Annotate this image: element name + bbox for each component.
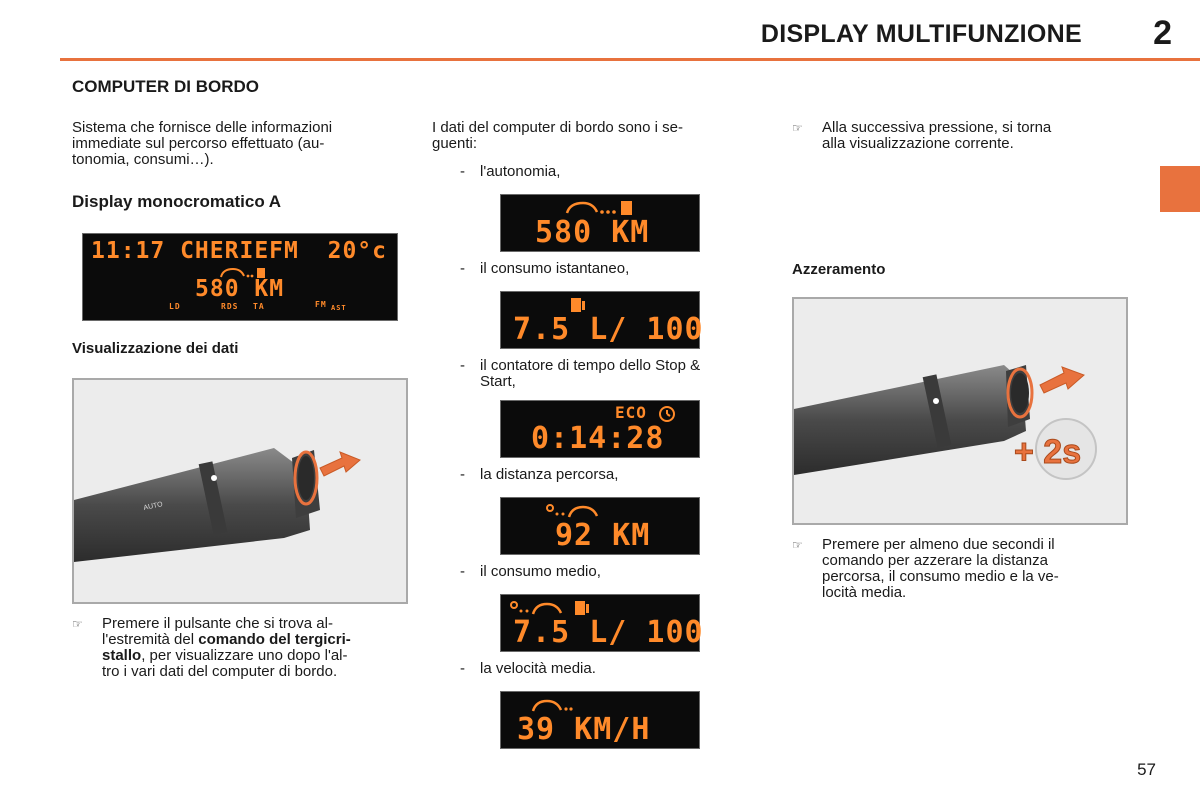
col3-bullet-reset [792, 537, 1128, 607]
col1-bullet [72, 616, 408, 686]
timer-icon [657, 403, 677, 423]
intro-line: Sistema che fornisce delle informazioni [72, 119, 333, 136]
list-item-instant-consumption: - il consumo istantaneo, [460, 260, 630, 277]
bullet-line: alla visualizzazione corrente. [822, 135, 1014, 152]
bullet-line: comando per azzerare la distanza [822, 552, 1048, 569]
list-item-autonomy: - l'autonomia, [460, 163, 561, 180]
wiper-stalk-photo-2 [792, 297, 1128, 525]
display-value: 7.5 L/ 100 [513, 615, 704, 650]
intro-line: guenti: [432, 135, 478, 152]
display-a [82, 233, 398, 321]
intro-line: tonomia, consumi…). [72, 151, 214, 168]
bullet-line: percorsa, il consumo medio e la ve- [822, 568, 1059, 585]
data-view-subheading: Visualizzazione dei dati [72, 340, 239, 357]
display-value: 0:14:28 [531, 421, 665, 456]
display-value: 39 KM/H [517, 712, 651, 747]
indicator-ta: TA [253, 302, 265, 311]
section-title: COMPUTER DI BORDO [72, 77, 259, 96]
header-rule [60, 58, 1200, 61]
stalk-label-auto: AUTO [142, 501, 164, 512]
pointing-hand-icon: ☞ [72, 617, 83, 631]
display-instant-consumption [500, 291, 704, 349]
col2-intro [432, 120, 768, 152]
display-value: 580 KM [535, 215, 650, 250]
wiper-stalk-illustration [74, 380, 406, 602]
display-a-line1: 11:17 CHERIEFM [91, 238, 299, 264]
display-value: 7.5 L/ 100 [513, 312, 704, 347]
press-arrow-icon [320, 452, 360, 476]
list-item-average-speed: - la velocità media. [460, 660, 596, 677]
bullet-line: Alla successiva pressione, si torna [822, 119, 1052, 136]
bullet-line: l'estremità del comando del tergicri- [102, 631, 351, 648]
display-average-consumption [500, 594, 704, 652]
indicator-fm: FM [315, 300, 327, 309]
intro-line: immediate sul percorso effettuato (au- [72, 135, 325, 152]
display-value: 92 KM [555, 518, 651, 553]
bullet-line: stallo, per visualizzare uno dopo l'al- [102, 647, 348, 664]
col1-intro [72, 120, 408, 168]
chapter-number: 2 [1153, 14, 1172, 52]
chapter-tab [1160, 166, 1200, 212]
display-stop-start-timer [500, 400, 700, 458]
wiper-stalk-reset-illustration [794, 299, 1126, 523]
indicator-ld: LD [169, 302, 181, 311]
display-average-speed [500, 691, 700, 749]
pointing-hand-icon: ☞ [792, 538, 803, 552]
display-a-temp: 20°c [327, 238, 387, 264]
wiper-stalk-photo-1 [72, 378, 408, 604]
indicator-rds: RDS [221, 302, 239, 311]
display-autonomy [500, 194, 700, 252]
chapter-title: DISPLAY MULTIFUNZIONE [760, 20, 1082, 48]
display-subtitle: Display monocromatico A [72, 192, 282, 211]
intro-line: I dati del computer di bordo sono i se- [432, 119, 683, 136]
list-item-distance: - la distanza percorsa, [460, 466, 619, 483]
bullet-line: locità media. [822, 584, 907, 601]
indicator-ast: AST [331, 304, 347, 312]
list-item-average-consumption: - il consumo medio, [460, 563, 601, 580]
two-seconds-badge: + 2s [1014, 433, 1082, 471]
display-distance [500, 497, 700, 555]
bullet-line: Premere il pulsante che si trova al- [102, 615, 333, 632]
press-arrow-icon [1040, 367, 1084, 393]
bullet-line: Premere per almeno due secondi il [822, 536, 1055, 553]
eco-label: ECO [615, 403, 647, 422]
bullet-line: tro i vari dati del computer di bordo. [102, 663, 338, 680]
list-item-stop-start-timer: - il contatore di tempo dello Stop & Start, [460, 357, 701, 390]
reset-subheading: Azzeramento [792, 261, 886, 278]
display-a-line2: 580 KM [195, 276, 285, 302]
col3-bullet-return [792, 120, 1128, 156]
pointing-hand-icon: ☞ [792, 121, 803, 135]
page-number: 57 [1137, 760, 1156, 779]
